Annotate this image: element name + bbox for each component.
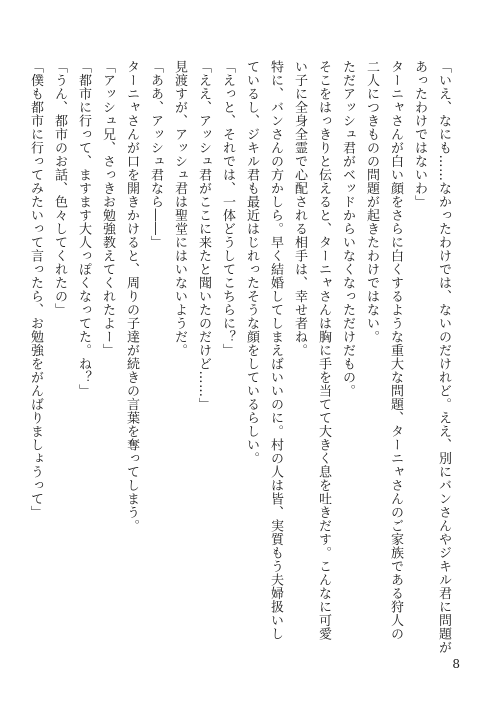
vertical-text-body xyxy=(23,60,455,654)
text-line: 「都市に行って、ますます大人っぽくなってた。ね？」 xyxy=(76,60,91,398)
text-line: 「ああ、アッシュ君なら――」 xyxy=(148,60,163,249)
text-line: 二人につきものの問題が起きたわけではない。 xyxy=(364,60,379,344)
text-line: 見渡すが、アッシュ君は聖堂にはいないようだ。 xyxy=(172,60,187,357)
text-line: 「えっと、それでは、一体どうしてこちらに？」 xyxy=(220,60,235,357)
page-number: 8 xyxy=(452,657,460,671)
text-line: い子に全身全霊で心配される相手は、幸せ者ね。 xyxy=(292,60,307,357)
text-line: 「うん、都市のお話、色々してくれたの」 xyxy=(52,60,67,317)
text-line: ターニャさんが口を開きかけると、周りの子達が続きの言葉を奪ってしまう。 xyxy=(124,60,139,533)
text-line: そこをはっきりと伝えると、ターニャさんは胸に手を当てて大きく息を吐きだす。こんなに可愛 xyxy=(316,60,331,641)
text-line: 「アッシュ兄、さっきお勉強教えてくれたよー」 xyxy=(100,60,115,357)
text-line: 「ええ、アッシュ君がここに来たと聞いたのだけど……」 xyxy=(196,60,211,411)
text-line: ターニャさんが白い顔をさらに白くするような重大な問題、ターニャさんのご家族である狩人の xyxy=(388,60,403,641)
text-line: ただアッシュ君がベッドからいなくなっただけだもの。 xyxy=(340,60,355,398)
text-line: 「僕も都市に行ってみたいって言ったら、お勉強をがんばりましょうって」 xyxy=(28,60,43,519)
text-line: 「いえ、なにも……なかったわけでは、ないのだけれど。ええ、別にバンさんやジキル君に問題が xyxy=(436,60,451,654)
text-line: あったわけではないわ」 xyxy=(412,60,427,209)
text-line: ているし、ジキル君も最近はじれったそうな顔をしているらしい。 xyxy=(244,60,259,465)
text-line: 特に、バンさんの方かしら。早く結婚してしまえばいいのに。村の人は皆、実質もう夫婦扱いし xyxy=(268,60,283,641)
